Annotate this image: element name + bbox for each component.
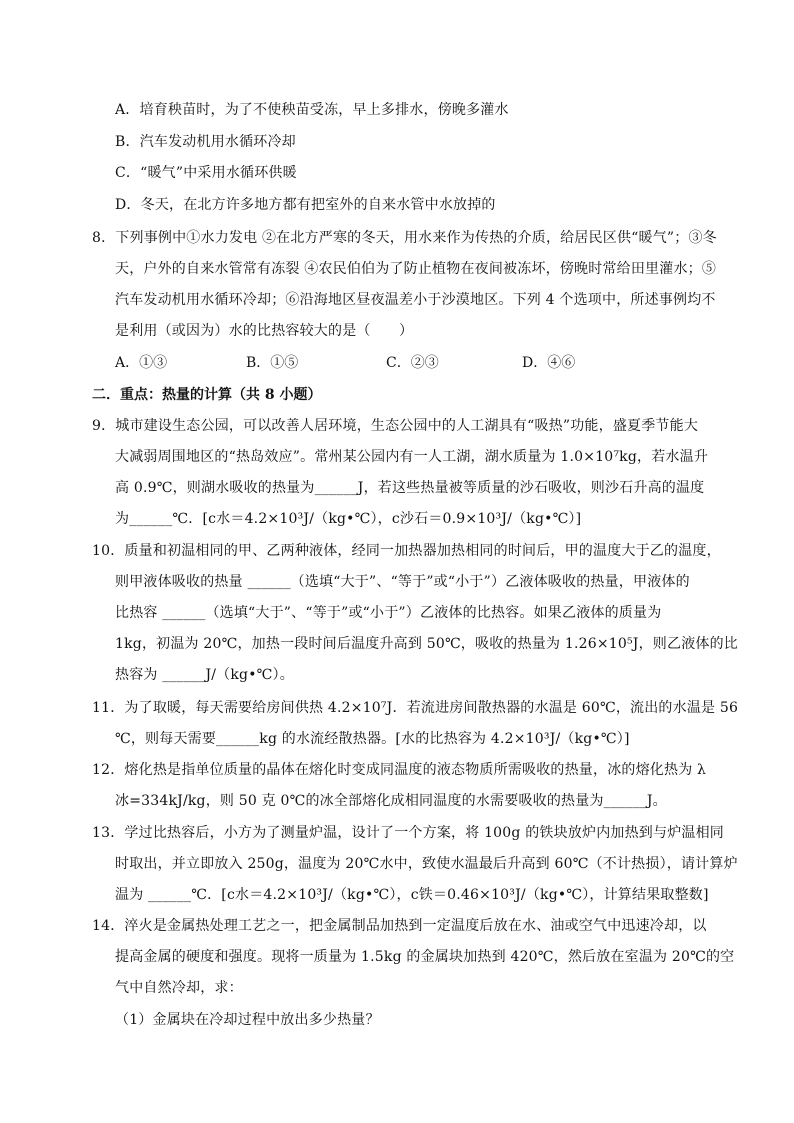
q8-option-c: C．②③ [386, 355, 439, 371]
q10-line-1: 10．质量和初温相同的甲、乙两种液体，经同一加热器加热相同的时间后，甲的温度大于乙的温度， [92, 543, 721, 559]
q9-line-2: 大减弱周围地区的“热岛效应”。常州某公园内有一人工湖，湖水质量为 1.0×10⁷kg，若水温升 [115, 449, 709, 465]
q13-line-1: 13．学过比热容后，小方为了测量炉温，设计了一个方案，将 100g 的铁块放炉内加热到与炉温相同 [92, 825, 724, 841]
q7-option-c: C．“暖气”中采用水循环供暖 [115, 165, 297, 181]
q9-line-3: 高 0.9℃，则湖水吸收的热量为______J，若这些热量被等质量的沙石吸收，则沙石升高的温度 [115, 480, 705, 496]
q8-options [115, 353, 675, 373]
q8-line-2: 天，户外的自来水管常有冻裂 ④农民伯伯为了防止植物在夜间被冻坏，傍晚时常给田里灌水；⑤ [115, 261, 717, 277]
q12-line-1: 12．熔化热是指单位质量的晶体在熔化时变成同温度的液态物质所需吸收的热量，冰的熔化热为 λ [92, 762, 707, 778]
q8-line-1: 8．下列事例中①水力发电 ②在北方严寒的冬天，用水来作为传热的介质，给居民区供“暖气”；③冬 [92, 230, 717, 246]
q7-option-d: D．冬天，在北方许多地方都有把室外的自来水管中水放掉的 [115, 197, 496, 213]
q10-line-2: 则甲液体吸收的热量 ______（选填“大于”、“等于”或“小于”）乙液体吸收的热量，甲液体的 [115, 574, 690, 590]
q14-line-1: 14．淬火是金属热处理工艺之一，把金属制品加热到一定温度后放在水、油或空气中迅速冷却，以 [92, 918, 707, 934]
q7-option-a: A．培育秧苗时，为了不使秧苗受冻，早上多排水，傍晚多灌水 [115, 102, 509, 118]
q8-line-3: 汽车发动机用水循环冷却；⑥沿海地区昼夜温差小于沙漠地区。下列 4 个选项中，所述事例均不 [115, 292, 716, 308]
q10-line-4: 1kg，初温为 20℃，加热一段时间后温度升高到 50℃，吸收的热量为 1.26×10⁵J，则乙液体的比 [115, 636, 738, 652]
section-heading: 二．重点：热量的计算（共 8 小题） [92, 387, 322, 403]
q10-line-3: 比热容 ______（选填“大于”、“等于”或“小于”）乙液体的比热容。如果乙液体的质量为 [115, 605, 662, 621]
q14-line-4: （1）金属块在冷却过程中放出多少热量？ [115, 1012, 380, 1028]
q13-line-3: 温为 ______℃．[c水＝4.2×10³J/（kg•℃），c铁＝0.46×10³J/（kg•℃），计算结果取整数] [115, 887, 709, 903]
q9-line-4: 为______℃．[c水＝4.2×10³J/（kg•℃），c沙石＝0.9×10³J/（kg•℃）] [115, 511, 582, 527]
q8-option-b: B．①⑤ [246, 355, 299, 371]
q13-line-2: 时取出，并立即放入 250g，温度为 20℃水中，致使水温最后升高到 60℃（不计热损），请计算炉 [115, 856, 738, 872]
q11-line-2: ℃，则每天需要______kg 的水流经散热器。[水的比热容为 4.2×10³J/（kg•℃）] [115, 731, 630, 747]
q8-option-a: A．①③ [115, 355, 168, 371]
q12-line-2: 冰=334kJ/kg，则 50 克 0℃的冰全部熔化成相同温度的水需要吸收的热量为______J。 [115, 793, 667, 809]
q11-line-1: 11．为了取暖，每天需要给房间供热 4.2×10⁷J．若流进房间散热器的水温是 60℃，流出的水温是 56 [92, 700, 739, 716]
q14-line-2: 提高金属的硬度和强度。现将一质量为 1.5kg 的金属块加热到 420℃，然后放在室温为 20℃的空 [115, 949, 735, 965]
q8-option-d: D．④⑥ [522, 355, 576, 371]
q8-line-4: 是利用（或因为）水的比热容较大的是（ ） [115, 323, 414, 339]
q14-line-3: 气中自然冷却，求： [115, 980, 243, 996]
q10-line-5: 热容为 ______J/（kg•℃）。 [115, 667, 294, 683]
q7-option-b: B．汽车发动机用水循环冷却 [115, 134, 296, 150]
q9-line-1: 9．城市建设生态公园，可以改善人居环境，生态公园中的人工湖具有“吸热”功能，盛夏季节能大 [92, 418, 699, 434]
